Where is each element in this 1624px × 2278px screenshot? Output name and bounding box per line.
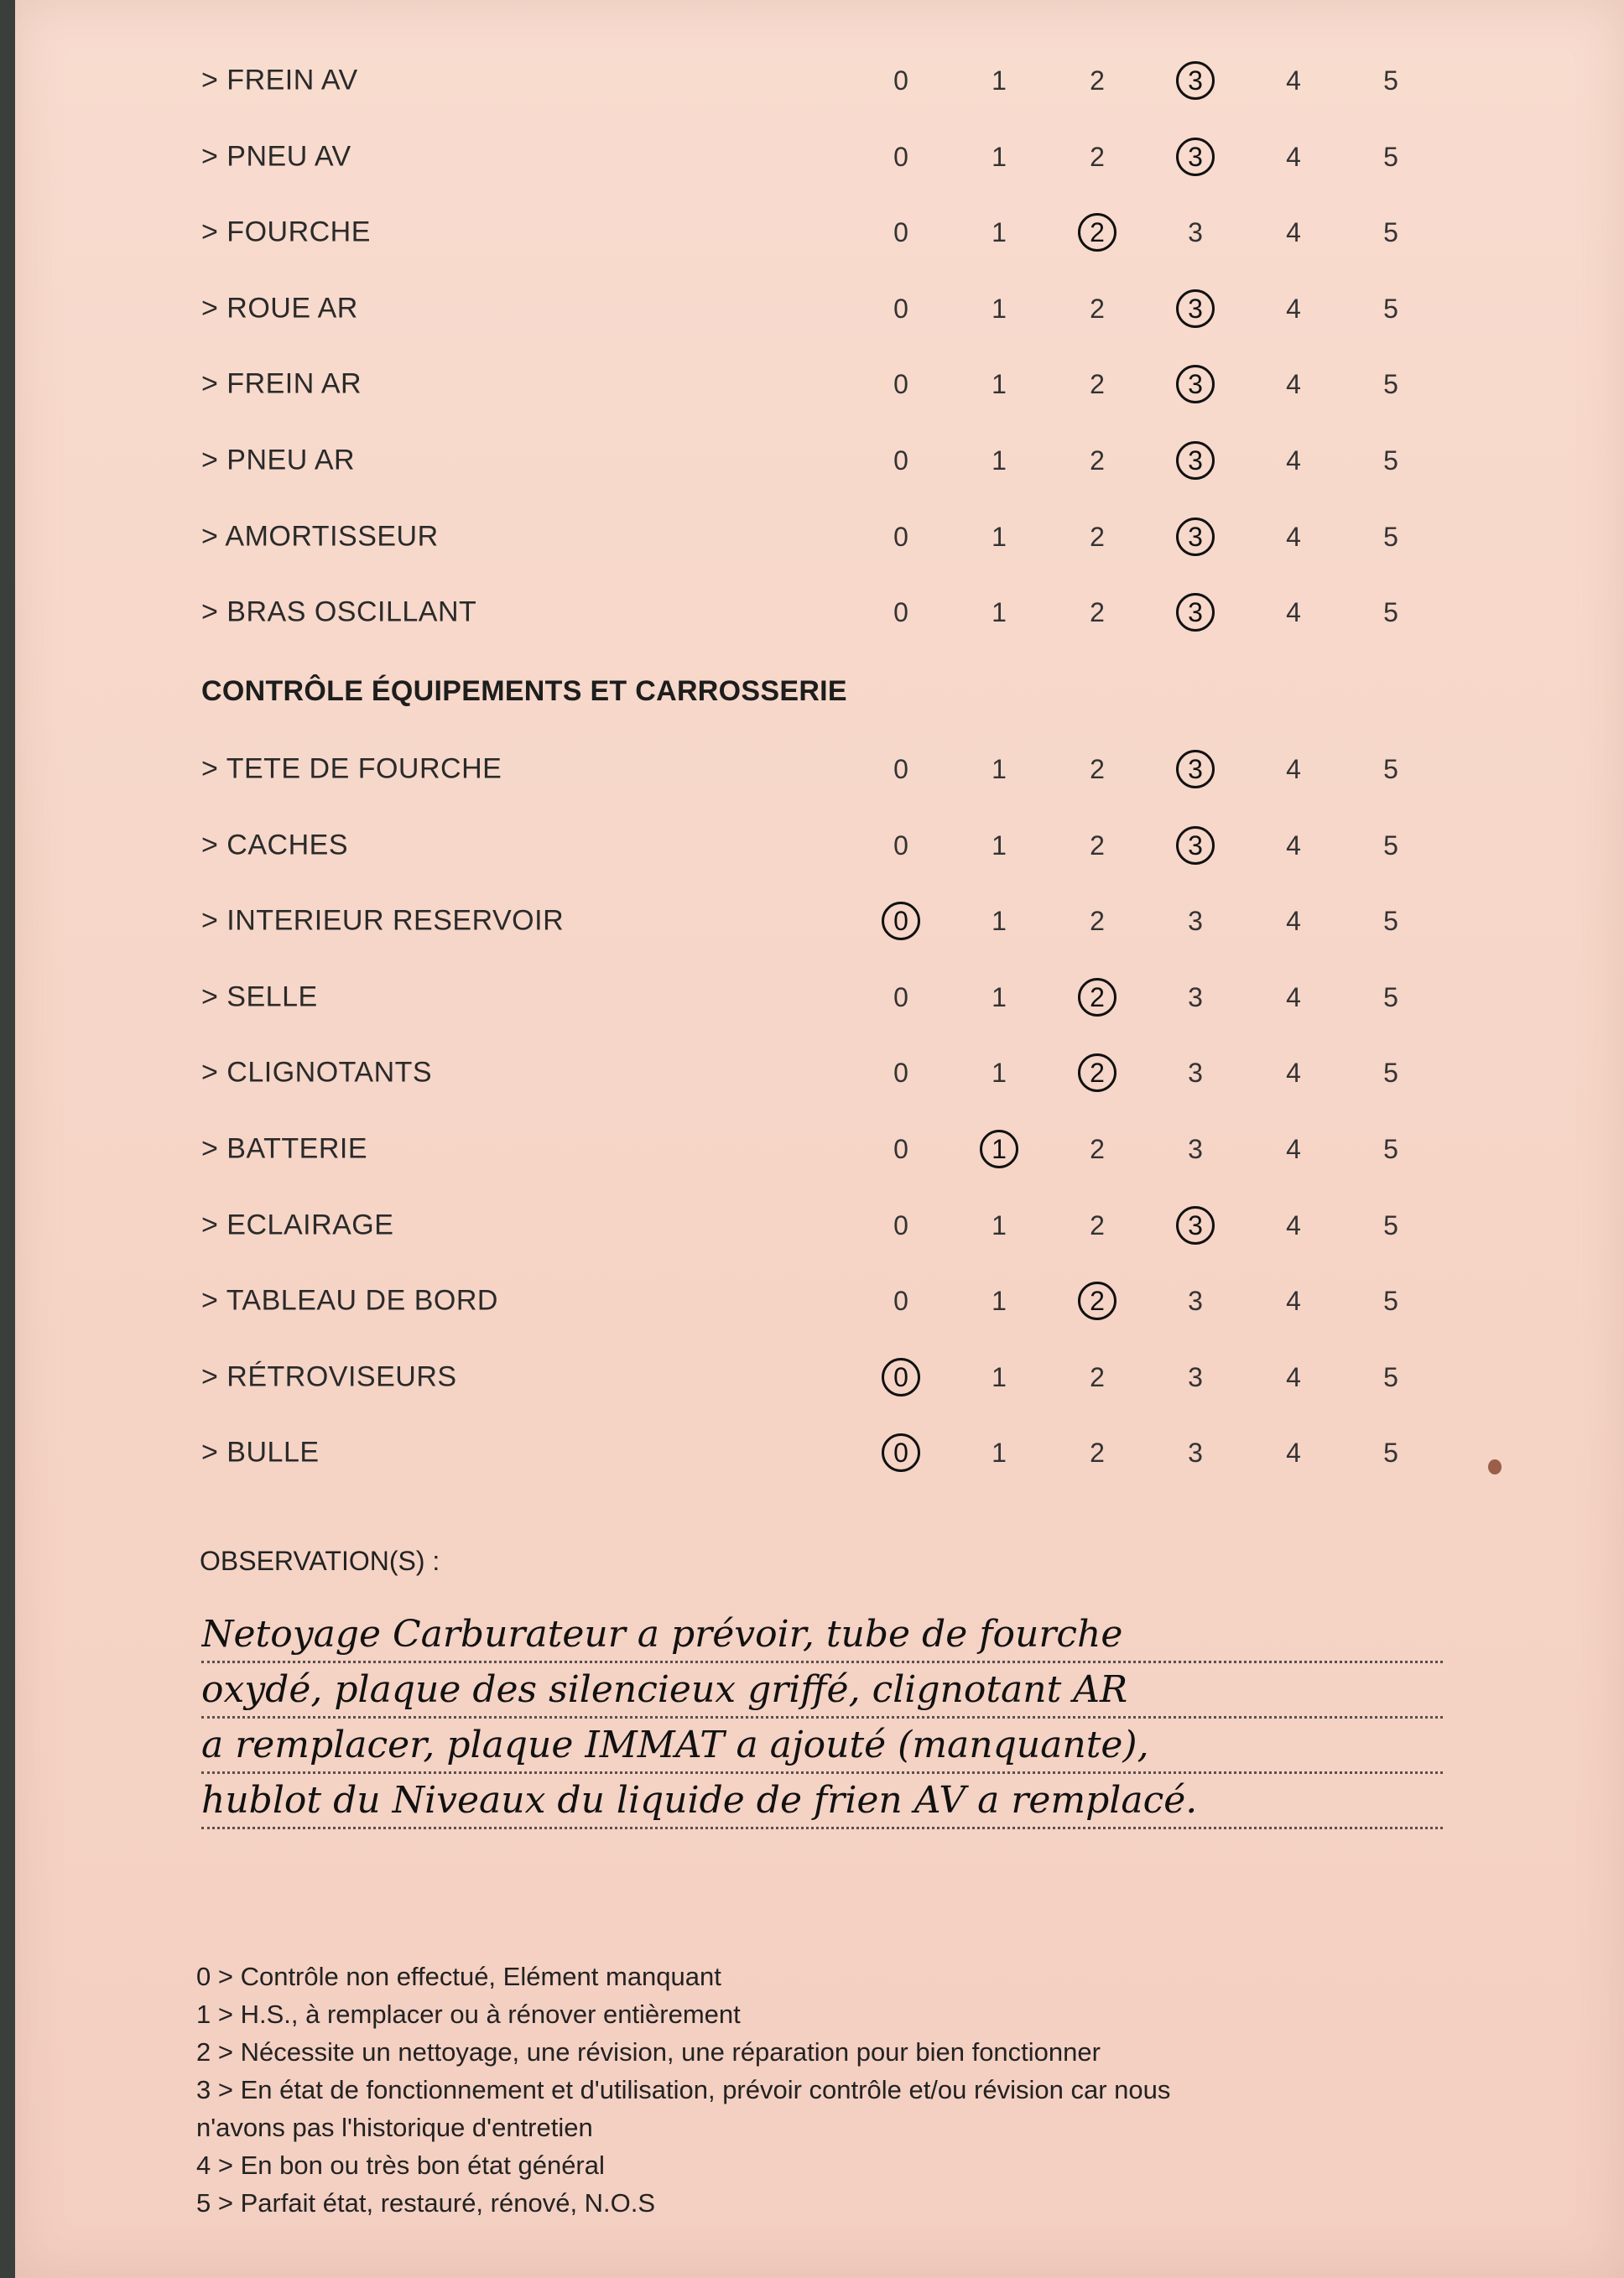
score-option[interactable]: 1 xyxy=(992,597,1007,627)
score-option-selected[interactable]: 3 xyxy=(1176,365,1215,403)
observations-title: OBSERVATION(S) : xyxy=(200,1546,440,1576)
score-option[interactable]: 3 xyxy=(1188,217,1203,247)
score-option[interactable]: 4 xyxy=(1286,597,1301,627)
score-option[interactable]: 0 xyxy=(893,1210,908,1240)
legend-line: 0 > Contrôle non effectué, Elément manquant xyxy=(196,1962,721,1991)
score-option[interactable]: 2 xyxy=(1090,1362,1105,1392)
row-label: > PNEU AV xyxy=(201,140,351,173)
score-option-selected[interactable]: 3 xyxy=(1176,138,1215,176)
score-option[interactable]: 1 xyxy=(992,522,1007,552)
score-option[interactable]: 5 xyxy=(1383,65,1398,96)
observation-line: oxydé, plaque des silencieux griffé, clignotant AR xyxy=(201,1664,1443,1719)
row-label: > FREIN AR xyxy=(201,367,362,400)
row-label: > SELLE xyxy=(201,980,318,1013)
score-option[interactable]: 2 xyxy=(1090,65,1105,96)
row-label: > ECLAIRAGE xyxy=(201,1209,394,1241)
inspection-row xyxy=(15,744,1624,794)
row-label: > BRAS OSCILLANT xyxy=(201,596,477,628)
score-option[interactable]: 5 xyxy=(1383,1286,1398,1316)
score-option[interactable]: 3 xyxy=(1188,1058,1203,1088)
score-option[interactable]: 3 xyxy=(1188,1438,1203,1468)
score-option[interactable]: 5 xyxy=(1383,1438,1398,1468)
score-option[interactable]: 0 xyxy=(893,982,908,1012)
row-label: > ROUE AR xyxy=(201,292,358,325)
legend-line: 1 > H.S., à remplacer ou à rénover entièrement xyxy=(196,2000,741,2029)
score-option[interactable]: 2 xyxy=(1090,1210,1105,1240)
score-option-selected[interactable]: 0 xyxy=(882,1433,920,1472)
row-label: > AMORTISSEUR xyxy=(201,520,439,553)
score-option[interactable]: 2 xyxy=(1090,1134,1105,1164)
score-option[interactable]: 5 xyxy=(1383,754,1398,784)
score-option[interactable]: 4 xyxy=(1286,142,1301,172)
inspection-row xyxy=(15,587,1624,637)
score-option[interactable]: 2 xyxy=(1090,294,1105,324)
legend-line: 3 > En état de fonctionnement et d'utilisation, prévoir contrôle et/ou révision car nous xyxy=(196,2075,1171,2104)
rating-legend xyxy=(196,1958,1480,2222)
row-label: > CACHES xyxy=(201,829,348,861)
inspection-row xyxy=(15,1352,1624,1402)
score-option[interactable]: 5 xyxy=(1383,142,1398,172)
score-option[interactable]: 1 xyxy=(992,1438,1007,1468)
score-option[interactable]: 1 xyxy=(992,369,1007,399)
score-option[interactable]: 5 xyxy=(1383,369,1398,399)
score-option[interactable]: 4 xyxy=(1286,1134,1301,1164)
score-option[interactable]: 4 xyxy=(1286,1058,1301,1088)
score-option[interactable]: 4 xyxy=(1286,294,1301,324)
inspection-row xyxy=(15,1124,1624,1174)
score-option-selected[interactable]: 1 xyxy=(980,1130,1018,1168)
observation-line: hublot du Niveaux du liquide de frien AV a remplacé. xyxy=(201,1775,1443,1829)
legend-line: 4 > En bon ou très bon état général xyxy=(196,2151,605,2180)
score-option[interactable]: 0 xyxy=(893,65,908,96)
inspection-row xyxy=(15,359,1624,409)
score-option[interactable]: 0 xyxy=(893,754,908,784)
score-option-selected[interactable]: 2 xyxy=(1078,978,1116,1017)
score-option[interactable]: 2 xyxy=(1090,597,1105,627)
row-label: > TETE DE FOURCHE xyxy=(201,752,502,785)
score-option-selected[interactable]: 3 xyxy=(1176,750,1215,788)
score-option[interactable]: 1 xyxy=(992,1286,1007,1316)
row-label: > BULLE xyxy=(201,1436,320,1469)
score-option[interactable]: 0 xyxy=(893,1058,908,1088)
score-option[interactable]: 5 xyxy=(1383,294,1398,324)
score-option[interactable]: 1 xyxy=(992,142,1007,172)
score-option-selected[interactable]: 3 xyxy=(1176,441,1215,480)
score-option[interactable]: 1 xyxy=(992,217,1007,247)
row-label: > INTERIEUR RESERVOIR xyxy=(201,904,565,937)
score-option[interactable]: 5 xyxy=(1383,597,1398,627)
score-option[interactable]: 5 xyxy=(1383,1362,1398,1392)
score-option-selected[interactable]: 3 xyxy=(1176,61,1215,100)
score-option[interactable]: 1 xyxy=(992,830,1007,861)
score-option[interactable]: 2 xyxy=(1090,445,1105,476)
score-option[interactable]: 1 xyxy=(992,1362,1007,1392)
inspection-row xyxy=(15,1428,1624,1478)
score-option-selected[interactable]: 2 xyxy=(1078,213,1116,252)
score-option[interactable]: 5 xyxy=(1383,1058,1398,1088)
observation-line: Netoyage Carburateur a prévoir, tube de fourche xyxy=(201,1609,1443,1663)
row-label: > TABLEAU DE BORD xyxy=(201,1284,498,1317)
score-option[interactable]: 5 xyxy=(1383,1210,1398,1240)
inspection-row xyxy=(15,1200,1624,1251)
legend-line: 5 > Parfait état, restauré, rénové, N.O.S xyxy=(196,2188,656,2218)
score-option[interactable]: 3 xyxy=(1188,1286,1203,1316)
inspection-row xyxy=(15,896,1624,946)
score-option[interactable]: 5 xyxy=(1383,982,1398,1012)
score-option-selected[interactable]: 2 xyxy=(1078,1282,1116,1320)
inspection-row xyxy=(15,972,1624,1022)
row-label: > FOURCHE xyxy=(201,216,371,248)
section-heading: CONTRÔLE ÉQUIPEMENTS ET CARROSSERIE xyxy=(201,675,847,707)
score-option[interactable]: 2 xyxy=(1090,830,1105,861)
inspection-row xyxy=(15,820,1624,871)
score-option[interactable]: 0 xyxy=(893,445,908,476)
score-option[interactable]: 4 xyxy=(1286,1362,1301,1392)
score-option[interactable]: 2 xyxy=(1090,754,1105,784)
score-option-selected[interactable]: 3 xyxy=(1176,289,1215,328)
score-option-selected[interactable]: 3 xyxy=(1176,1206,1215,1245)
score-option[interactable]: 4 xyxy=(1286,754,1301,784)
score-option[interactable]: 1 xyxy=(992,754,1007,784)
score-option-selected[interactable]: 2 xyxy=(1078,1053,1116,1092)
inspection-row xyxy=(15,435,1624,486)
score-option[interactable]: 5 xyxy=(1383,830,1398,861)
row-label: > CLIGNOTANTS xyxy=(201,1056,433,1089)
score-option[interactable]: 1 xyxy=(992,906,1007,936)
score-option[interactable]: 4 xyxy=(1286,830,1301,861)
inspection-sheet xyxy=(15,0,1624,2278)
score-option[interactable]: 3 xyxy=(1188,1362,1203,1392)
observation-line: a remplacer, plaque IMMAT a ajouté (manquante), xyxy=(201,1719,1443,1774)
score-option-selected[interactable]: 3 xyxy=(1176,593,1215,632)
score-option[interactable]: 2 xyxy=(1090,1438,1105,1468)
score-option[interactable]: 0 xyxy=(893,142,908,172)
score-option[interactable]: 0 xyxy=(893,369,908,399)
legend-line: 2 > Nécessite un nettoyage, une révision, une réparation pour bien fonctionner xyxy=(196,2037,1101,2067)
score-option[interactable]: 2 xyxy=(1090,369,1105,399)
score-option[interactable]: 4 xyxy=(1286,217,1301,247)
score-option[interactable]: 1 xyxy=(992,1210,1007,1240)
row-label: > BATTERIE xyxy=(201,1132,368,1165)
score-option[interactable]: 1 xyxy=(992,65,1007,96)
score-option[interactable]: 0 xyxy=(893,1286,908,1316)
score-option[interactable]: 3 xyxy=(1188,1134,1203,1164)
score-option[interactable]: 3 xyxy=(1188,906,1203,936)
ink-stain xyxy=(1488,1459,1502,1474)
score-option[interactable]: 1 xyxy=(992,294,1007,324)
inspection-row xyxy=(15,1048,1624,1098)
score-option[interactable]: 2 xyxy=(1090,522,1105,552)
inspection-row xyxy=(15,512,1624,562)
score-option[interactable]: 5 xyxy=(1383,217,1398,247)
score-option[interactable]: 4 xyxy=(1286,65,1301,96)
row-label: > FREIN AV xyxy=(201,64,358,96)
score-option[interactable]: 0 xyxy=(893,597,908,627)
score-option[interactable]: 4 xyxy=(1286,522,1301,552)
score-option[interactable]: 4 xyxy=(1286,1210,1301,1240)
score-option-selected[interactable]: 3 xyxy=(1176,517,1215,556)
score-option[interactable]: 5 xyxy=(1383,1134,1398,1164)
inspection-row xyxy=(15,283,1624,334)
score-option[interactable]: 5 xyxy=(1383,445,1398,476)
inspection-row xyxy=(15,1276,1624,1326)
legend-line: n'avons pas l'historique d'entretien xyxy=(196,2113,593,2142)
score-option[interactable]: 3 xyxy=(1188,982,1203,1012)
score-option[interactable]: 1 xyxy=(992,445,1007,476)
score-option[interactable]: 1 xyxy=(992,982,1007,1012)
row-label: > PNEU AR xyxy=(201,444,356,476)
score-option[interactable]: 4 xyxy=(1286,369,1301,399)
score-option[interactable]: 4 xyxy=(1286,1286,1301,1316)
score-option[interactable]: 5 xyxy=(1383,522,1398,552)
score-option[interactable]: 4 xyxy=(1286,982,1301,1012)
inspection-row xyxy=(15,132,1624,182)
score-option-selected[interactable]: 0 xyxy=(882,1358,920,1396)
score-option[interactable]: 2 xyxy=(1090,906,1105,936)
score-option[interactable]: 0 xyxy=(893,1134,908,1164)
score-option[interactable]: 0 xyxy=(893,217,908,247)
inspection-row xyxy=(15,207,1624,257)
inspection-row xyxy=(15,55,1624,106)
score-option[interactable]: 0 xyxy=(893,522,908,552)
score-option-selected[interactable]: 3 xyxy=(1176,826,1215,865)
score-option[interactable]: 5 xyxy=(1383,906,1398,936)
score-option-selected[interactable]: 0 xyxy=(882,902,920,940)
score-option[interactable]: 0 xyxy=(893,830,908,861)
row-label: > RÉTROVISEURS xyxy=(201,1360,457,1393)
score-option[interactable]: 2 xyxy=(1090,142,1105,172)
score-option[interactable]: 4 xyxy=(1286,906,1301,936)
score-option[interactable]: 1 xyxy=(992,1058,1007,1088)
score-option[interactable]: 0 xyxy=(893,294,908,324)
score-option[interactable]: 4 xyxy=(1286,445,1301,476)
score-option[interactable]: 4 xyxy=(1286,1438,1301,1468)
